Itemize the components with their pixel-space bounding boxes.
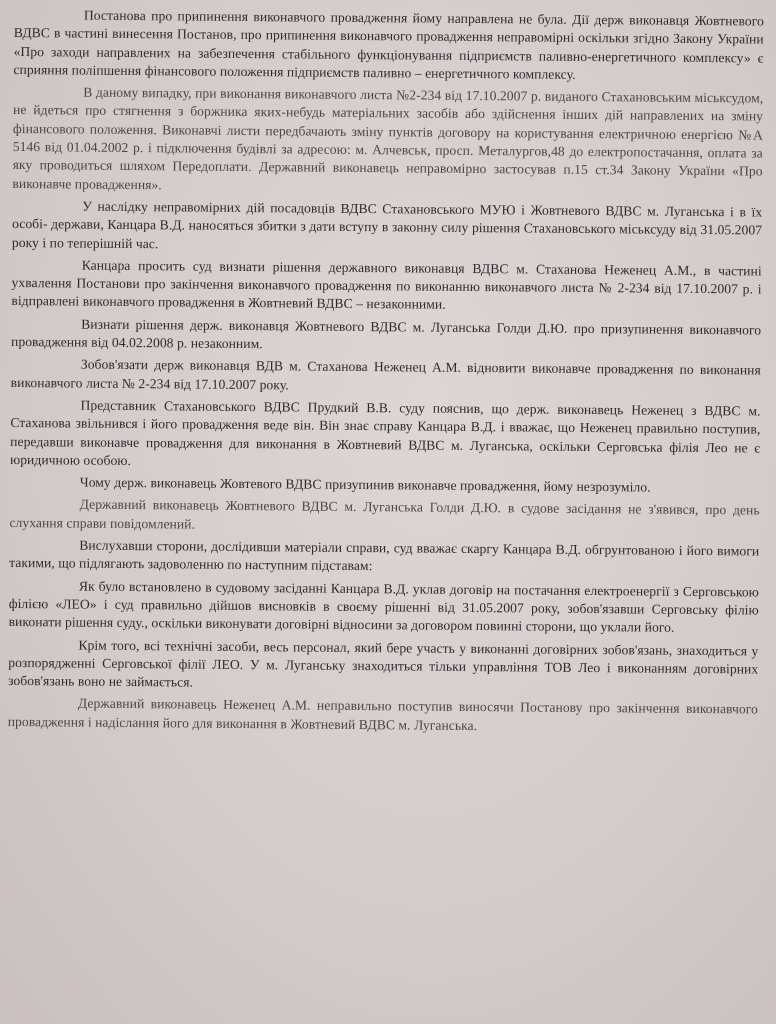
paragraph-4: Канцара просить суд визнати рішення державного виконавця ВДВС м. Стаханова Неженец А.М., в частині ухвалення Постанови про закінчення виконавчого провадження по виконанню виконавчого листа № 2-234 від 17.10.2007 р. і відправлені виконавчого провадження в Жовтневий ВДВС – незаконними. [11,257,762,313]
paragraph-5: Визнати рішення держ. виконавця Жовтневого ВДВС м. Луганська Голди Д.Ю. про призупинення виконавчого провадження від 04.02.2008 р. незаконним. [11,316,762,352]
paragraph-9: Державний виконавець Жовтневого ВДВС м. Луганська Голди Д.Ю. в судове засідання не з'явився, про день слухання справи повідомлений. [9,497,760,532]
paragraph-7: Представник Стахановського ВДВС Прудкий В.В. суду пояснив, що держ. виконавець Неженец з ВДВС м. Стаханова звільнився і його провадження веде він. Він знає справу Канцара В.Д. і вважає, що Неженец правильно поступив, передавши виконавче провадження для виконання в Жовтневий ВДВС м. Луганська, оскільки Серговська філія Лео не є юридичною особою. [9,397,761,468]
document-page [5,6,764,1023]
paragraph-6: Зобов'язати держ виконавця ВДВ м. Стаханова Неженец А.М. відновити виконавче провадження по виконання виконавчого листа № 2-234 від 17.10.2007 року. [10,356,761,393]
paragraph-2: В даному випадку, при виконання виконавчого листа №2-234 від 17.10.2007 р. виданого Стахановським міськсудом, не йдеться про стягнення з боржника яких-небудь матеріальних засобів або здійснення інших дій направлених на зміну фінансового положення. Виконавчі листи передбачають зміну пунктів договору на користування електричною енергією №А 5146 від 01.04.2002 р. і підключення будівлі за адресою: м. Алчевськ, просп. Металургов,48 до електропостачання, оплата за яку проводиться шляхом Передоплати. Державний виконавець неправомірно застосував п.15 ст.34 Закону України «Про виконавче провадження». [12,84,764,192]
paragraph-8: Чому держ. виконавець Жовтевого ВДВС призупинив виконавче провадження, йому незрозуміло. [79,474,651,495]
paragraph-11: Як було встановлено в судовому засіданні Канцара В.Д. уклав договір на постачання електроенергії з Серговською філією «ЛЕО» і суд правильно дійшов висновків в своєму рішенні від 31.05.2007 року, зобов'язавши Серговську філію виконати рішення суду., оскільки виконувати договірні відносини за договором повинні сторони, що уклали його. [8,578,759,635]
paragraph-1: Постанова про припинення виконавчого провадження йому направлена не була. Дії держ виконавця Жовтневого ВДВС в частині винесення Постанов, про припинення виконавчого провадження неправомірні оскільки згідно Закону України «Про заходи направлених на забезпечення стабільного функціонування підприємств паливно-енергетичного комплексу» є сприяння поліпшення фінансового положення підприємств паливно – енергетичного комплексу. [13,7,764,82]
paragraph-3: У наслідку неправомірних дій посадовців ВДВС Стахановського МУЮ і Жовтневого ВДВС м. Луганська і в їх особі- держави, Канцара В.Д. наносяться збитки з дати вступу в законну силу рішення Стахановського міськсуду від 31.05.2007 року і по теперішній час. [11,198,763,251]
paragraph-12: Крім того, всі технічні засоби, весь персонал, який бере участь у виконанні договірних зобов'язань, знаходиться у розпорядженні Серговської філії ЛЕО. У м. Луганську знаходиться тільки управління ТОВ Лео і виконанням договірних зобов'язань воно не займається. [8,637,759,690]
paragraph-13: Державний виконавець Неженец А.М. неправильно поступив виносячи Постанову про закінчення виконавчого провадження і надіслання його для виконання в Жовтневий ВДВС м. Луганська. [7,695,758,733]
paragraph-10: Вислухавши сторони, дослідивши матеріали справи, суд вважає скаргу Канцара В.Д. обгрунтованою і його вимоги такими, що підлягають задоволенню по наступним підставам: [9,537,760,574]
